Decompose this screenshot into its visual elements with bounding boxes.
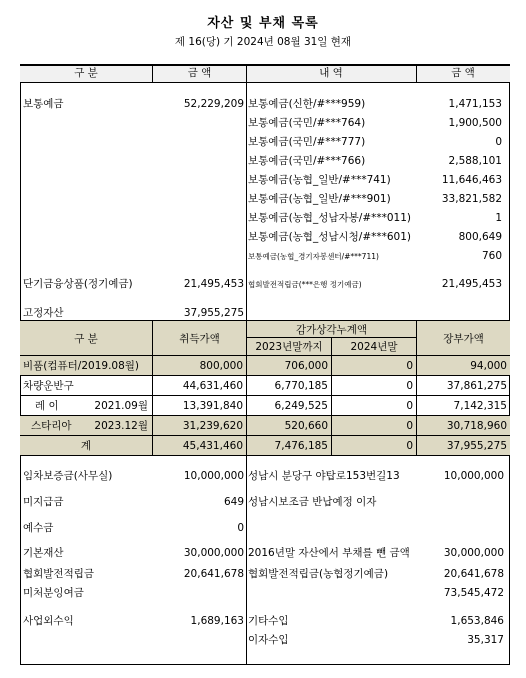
deposit-item-name: 보통예금(농협_성남자봉/#***011) <box>248 212 411 224</box>
deposit-item-amount: 1,471,153 <box>448 98 502 110</box>
asset-row-name <box>20 376 153 396</box>
asset-row-dep-2023: 706,000 <box>247 356 332 376</box>
asset-row-book: 37,955,275 <box>417 436 510 456</box>
asset-row-acquisition: 13,391,840 <box>153 396 247 416</box>
deposit-recv-label: 예수금 <box>23 522 54 534</box>
deposit-item-amount: 11,646,463 <box>441 174 502 186</box>
asset-row-dep-2023: 6,770,185 <box>247 376 332 396</box>
capital-label: 기본재산 <box>23 547 64 559</box>
unpaid-desc: 성남시보조금 반납예정 이자 <box>248 496 377 508</box>
reserve-amount: 20,641,678 <box>183 568 244 580</box>
asset-row-dep-2024: 0 <box>332 416 417 436</box>
asset-row-name <box>20 356 153 376</box>
lease-amount: 10,000,000 <box>183 470 244 482</box>
asset-row-dep-2024: 0 <box>332 396 417 416</box>
asset-row-date: 2023.12월 <box>94 420 148 432</box>
asset-row-name <box>20 396 153 416</box>
asset-h-category: 구 분 <box>20 320 153 356</box>
header-category: 구 분 <box>74 67 98 79</box>
asset-row-dep-2023: 7,476,185 <box>247 436 332 456</box>
asset-row-acquisition: 31,239,620 <box>153 416 247 436</box>
deposit-label: 보통예금 <box>23 98 64 110</box>
asset-row-label: 스타리아 <box>31 420 72 432</box>
header-detail: 내 역 <box>319 67 343 79</box>
deposit-item-name: 보통예금(국민/#***777) <box>248 136 366 148</box>
deposit-item-amount: 33,821,582 <box>441 193 502 205</box>
deposit-item-name: 보통예금(국민/#***766) <box>248 155 366 167</box>
asset-row-dep-2024: 0 <box>332 356 417 376</box>
retained-label: 미처분잉여금 <box>23 587 84 599</box>
deposit-item-amount: 800,649 <box>458 231 502 243</box>
deposit-item-name: 보통예금(농협_일반/#***901) <box>248 193 391 205</box>
reserve-desc-amount: 20,641,678 <box>443 568 504 580</box>
fixed-asset-amount: 37,955,275 <box>183 307 244 319</box>
other-income-label: 사업외수익 <box>23 615 74 627</box>
capital-amount: 30,000,000 <box>183 547 244 559</box>
asset-row-dep-2023: 520,660 <box>247 416 332 436</box>
header-amount: 금 액 <box>187 67 212 79</box>
deposit-item-amount: 0 <box>495 136 502 148</box>
asset-row-label: 비품(컴퓨터/2019.08월) <box>23 360 140 372</box>
deposit-item-amount: 760 <box>481 250 502 262</box>
asset-row-acquisition: 45,431,460 <box>153 436 247 456</box>
deposit-item-amount: 2,588,101 <box>448 155 502 167</box>
page-subtitle: 제 16(당) 기 2024년 08월 31일 현재 <box>174 36 352 48</box>
deposit-item-name: 보통예금(신한/#***959) <box>248 98 366 110</box>
asset-row-label: 계 <box>80 440 92 452</box>
asset-row-book: 30,718,960 <box>417 416 510 436</box>
deposit-item-amount: 1,900,500 <box>448 117 502 129</box>
lease-desc-amount: 10,000,000 <box>443 470 504 482</box>
other-income-item-name: 이자수입 <box>248 634 289 646</box>
other-income-amount: 1,689,163 <box>190 615 244 627</box>
asset-row-book: 7,142,315 <box>417 396 510 416</box>
asset-h-depreciation: 감가상각누계액 <box>247 320 417 338</box>
asset-row-acquisition: 44,631,460 <box>153 376 247 396</box>
short-term-desc: 협회발전적립금(***은행 정기예금) <box>248 280 362 289</box>
short-term-desc-amount: 21,495,453 <box>441 278 502 290</box>
asset-h-acquisition: 취득가액 <box>153 320 247 356</box>
deposit-item-name: 보통예금(농협_경기자봉센터/#***711) <box>248 252 379 261</box>
deposit-item-name: 보통예금(농협_일반/#***741) <box>248 174 391 186</box>
asset-row-dep-2024: 0 <box>332 376 417 396</box>
asset-h-until2023: 2023년말까지 <box>247 338 332 356</box>
deposit-item-name: 보통예금(농협_성남시청/#***601) <box>248 231 411 243</box>
unpaid-amount: 649 <box>223 496 244 508</box>
retained-desc-amount: 73,545,472 <box>443 587 504 599</box>
asset-row-label: 차량운반구 <box>23 380 74 392</box>
deposit-recv-amount: 0 <box>237 522 244 534</box>
asset-row-name <box>20 436 153 456</box>
short-term-amount: 21,495,453 <box>183 278 244 290</box>
header-detail-amount: 금 액 <box>451 67 475 79</box>
asset-h-2024: 2024년말 <box>332 338 417 356</box>
capital-desc-amount: 30,000,000 <box>443 547 504 559</box>
asset-row-date: 2021.09월 <box>94 400 148 412</box>
asset-row-label: 레 이 <box>35 400 59 412</box>
asset-h-book: 장부가액 <box>417 320 510 356</box>
deposit-total: 52,229,209 <box>183 98 244 110</box>
reserve-desc: 협회발전적립금(농협정기예금) <box>248 568 389 580</box>
asset-row-acquisition: 800,000 <box>153 356 247 376</box>
other-income-item-name: 기타수입 <box>248 615 289 627</box>
other-income-item-amount: 35,317 <box>467 634 504 646</box>
lease-label: 임차보증금(사무실) <box>23 470 113 482</box>
asset-row-dep-2023: 6,249,525 <box>247 396 332 416</box>
capital-desc: 2016년말 자산에서 부채를 뺀 금액 <box>248 547 410 559</box>
asset-row-name <box>20 416 153 436</box>
lease-desc: 성남시 분당구 야탑로153번길13 <box>248 470 400 482</box>
other-income-item-amount: 1,653,846 <box>450 615 504 627</box>
deposit-item-amount: 1 <box>495 212 502 224</box>
unpaid-label: 미지급금 <box>23 496 64 508</box>
asset-row-book: 94,000 <box>417 356 510 376</box>
page-title: 자산 및 부채 목록 <box>207 16 319 31</box>
asset-row-book: 37,861,275 <box>417 376 510 396</box>
fixed-asset-label: 고정자산 <box>23 307 64 319</box>
deposit-item-name: 보통예금(국민/#***764) <box>248 117 366 129</box>
reserve-label: 협회발전적립금 <box>23 568 95 580</box>
short-term-label: 단기금융상품(정기예금) <box>23 278 133 290</box>
asset-row-dep-2024: 0 <box>332 436 417 456</box>
